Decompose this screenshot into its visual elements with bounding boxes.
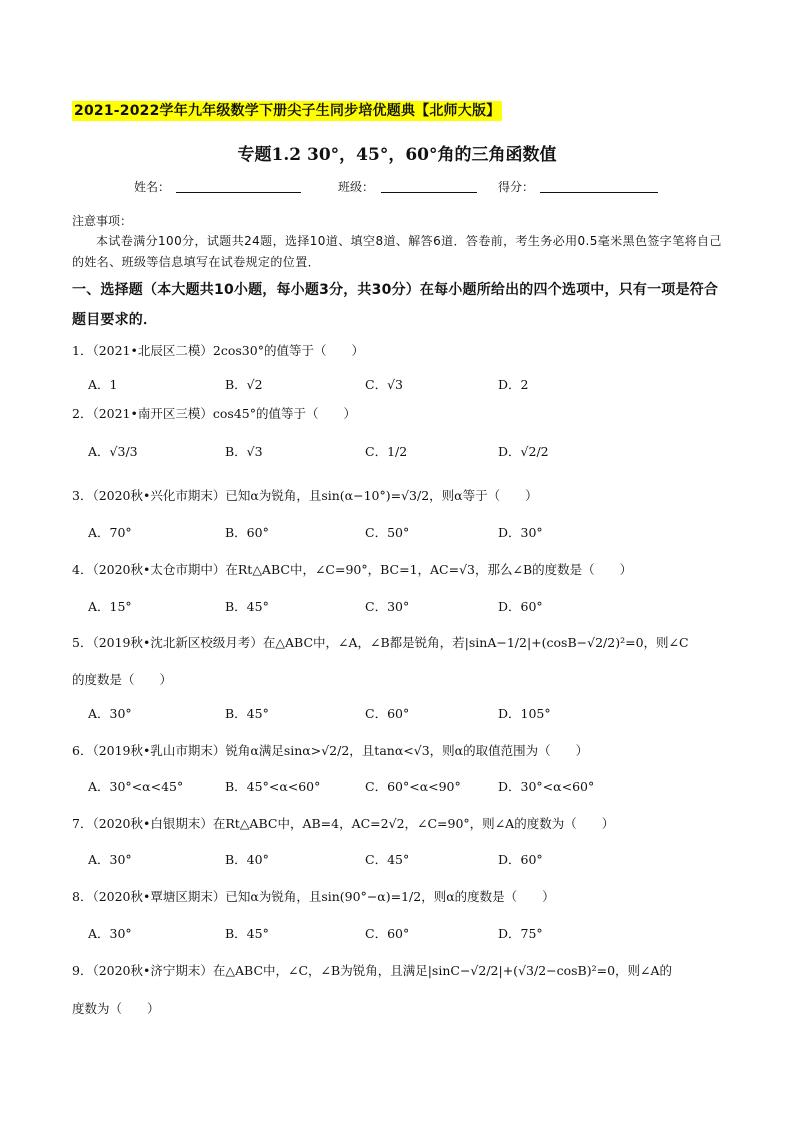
q2-option-d: D．√2/2: [498, 444, 549, 459]
q5-option-c: C．60°: [365, 706, 410, 721]
q2-option-c: C．1/2: [365, 444, 408, 459]
q1-option-d: D．2: [498, 377, 529, 392]
q7-option-c: C．45°: [365, 852, 410, 867]
notes-body: 本试卷满分100分，试题共24题，选择10道、填空8道、解答6道．答卷前，考生务必用0.5毫米黑色签字笔将自己的姓名、班级等信息填写在试卷规定的位置．: [72, 234, 722, 269]
q5-option-b: B．45°: [225, 706, 269, 721]
q1-option-a: A．1: [88, 377, 118, 392]
question-3: 3．（2020秋•兴化市期末）已知α为锐角，且sin(α−10°)=√3/2，则α等于（ ）: [72, 488, 538, 503]
q4-option-c: C．30°: [365, 599, 410, 614]
q2-option-b: B．√3: [225, 444, 263, 459]
q7-option-d: D．60°: [498, 852, 543, 867]
notes-heading: 注意事项：: [72, 214, 133, 228]
class-label: 班级：: [338, 180, 375, 194]
question-6: 6．（2019秋•乳山市期末）锐角α满足sinα>√2/2，且tanα<√3，则α的取值范围为（ ）: [72, 743, 589, 758]
q8-option-b: B．45°: [225, 926, 269, 941]
question-9-continued: 度数为（ ）: [72, 1001, 160, 1016]
q4-option-a: A．15°: [88, 599, 132, 614]
question-4: 4．（2020秋•太仓市期中）在Rt△ABC中，∠C=90°，BC=1，AC=√3，那么∠B的度数是（ ）: [72, 562, 633, 577]
question-5: 5．（2019秋•沈北新区校级月考）在△ABC中，∠A，∠B都是锐角，若|sinA−1/2|+(cosB−√2/2)²=0，则∠C: [72, 635, 689, 650]
series-banner: 2021-2022学年九年级数学下册尖子生同步培优题典【北师大版】: [74, 103, 501, 119]
q1-option-b: B．√2: [225, 377, 263, 392]
q5-option-a: A．30°: [88, 706, 132, 721]
q8-option-c: C．60°: [365, 926, 410, 941]
score-label: 得分：: [498, 180, 535, 194]
q4-option-d: D．60°: [498, 599, 543, 614]
q6-option-c: C．60°<α<90°: [365, 779, 461, 794]
q1-option-c: C．√3: [365, 377, 403, 392]
q2-option-a: A．√3/3: [88, 444, 138, 459]
q3-option-c: C．50°: [365, 525, 410, 540]
q7-option-a: A．30°: [88, 852, 132, 867]
question-8: 8．（2020秋•覃塘区期末）已知α为锐角，且sin(90°−α)=1/2，则α的度数是（ ）: [72, 889, 555, 904]
q7-option-b: B．40°: [225, 852, 269, 867]
q4-option-b: B．45°: [225, 599, 269, 614]
class-field[interactable]: [381, 178, 477, 193]
name-field[interactable]: [176, 178, 301, 193]
name-label: 姓名：: [134, 180, 171, 194]
q5-option-d: D．105°: [498, 706, 551, 721]
question-9: 9．（2020秋•济宁期末）在△ABC中，∠C，∠B为锐角，且满足|sinC−√2/2|+(√3/2−cosB)²=0，则∠A的: [72, 963, 673, 978]
q3-option-b: B．60°: [225, 525, 269, 540]
page-title: 专题1.2 30°，45°，60°角的三角函数值: [237, 145, 557, 165]
question-7: 7．（2020秋•白银期末）在Rt△ABC中，AB=4，AC=2√2，∠C=90°，则∠A的度数为（ ）: [72, 816, 615, 831]
q3-option-d: D．30°: [498, 525, 543, 540]
question-1: 1．（2021•北辰区二模）2cos30°的值等于（ ）: [72, 343, 364, 358]
question-5-continued: 的度数是（ ）: [72, 672, 173, 687]
q8-option-d: D．75°: [498, 926, 543, 941]
question-2: 2．（2021•南开区三模）cos45°的值等于（ ）: [72, 406, 356, 421]
section-heading: 一、选择题（本大题共10小题，每小题3分，共30分）在每小题所给出的四个选项中，只有一项是符合题目要求的．: [72, 282, 719, 328]
q6-option-b: B．45°<α<60°: [225, 779, 321, 794]
q3-option-a: A．70°: [88, 525, 132, 540]
q6-option-a: A．30°<α<45°: [88, 779, 184, 794]
score-field[interactable]: [540, 178, 658, 193]
q8-option-a: A．30°: [88, 926, 132, 941]
q6-option-d: D．30°<α<60°: [498, 779, 595, 794]
